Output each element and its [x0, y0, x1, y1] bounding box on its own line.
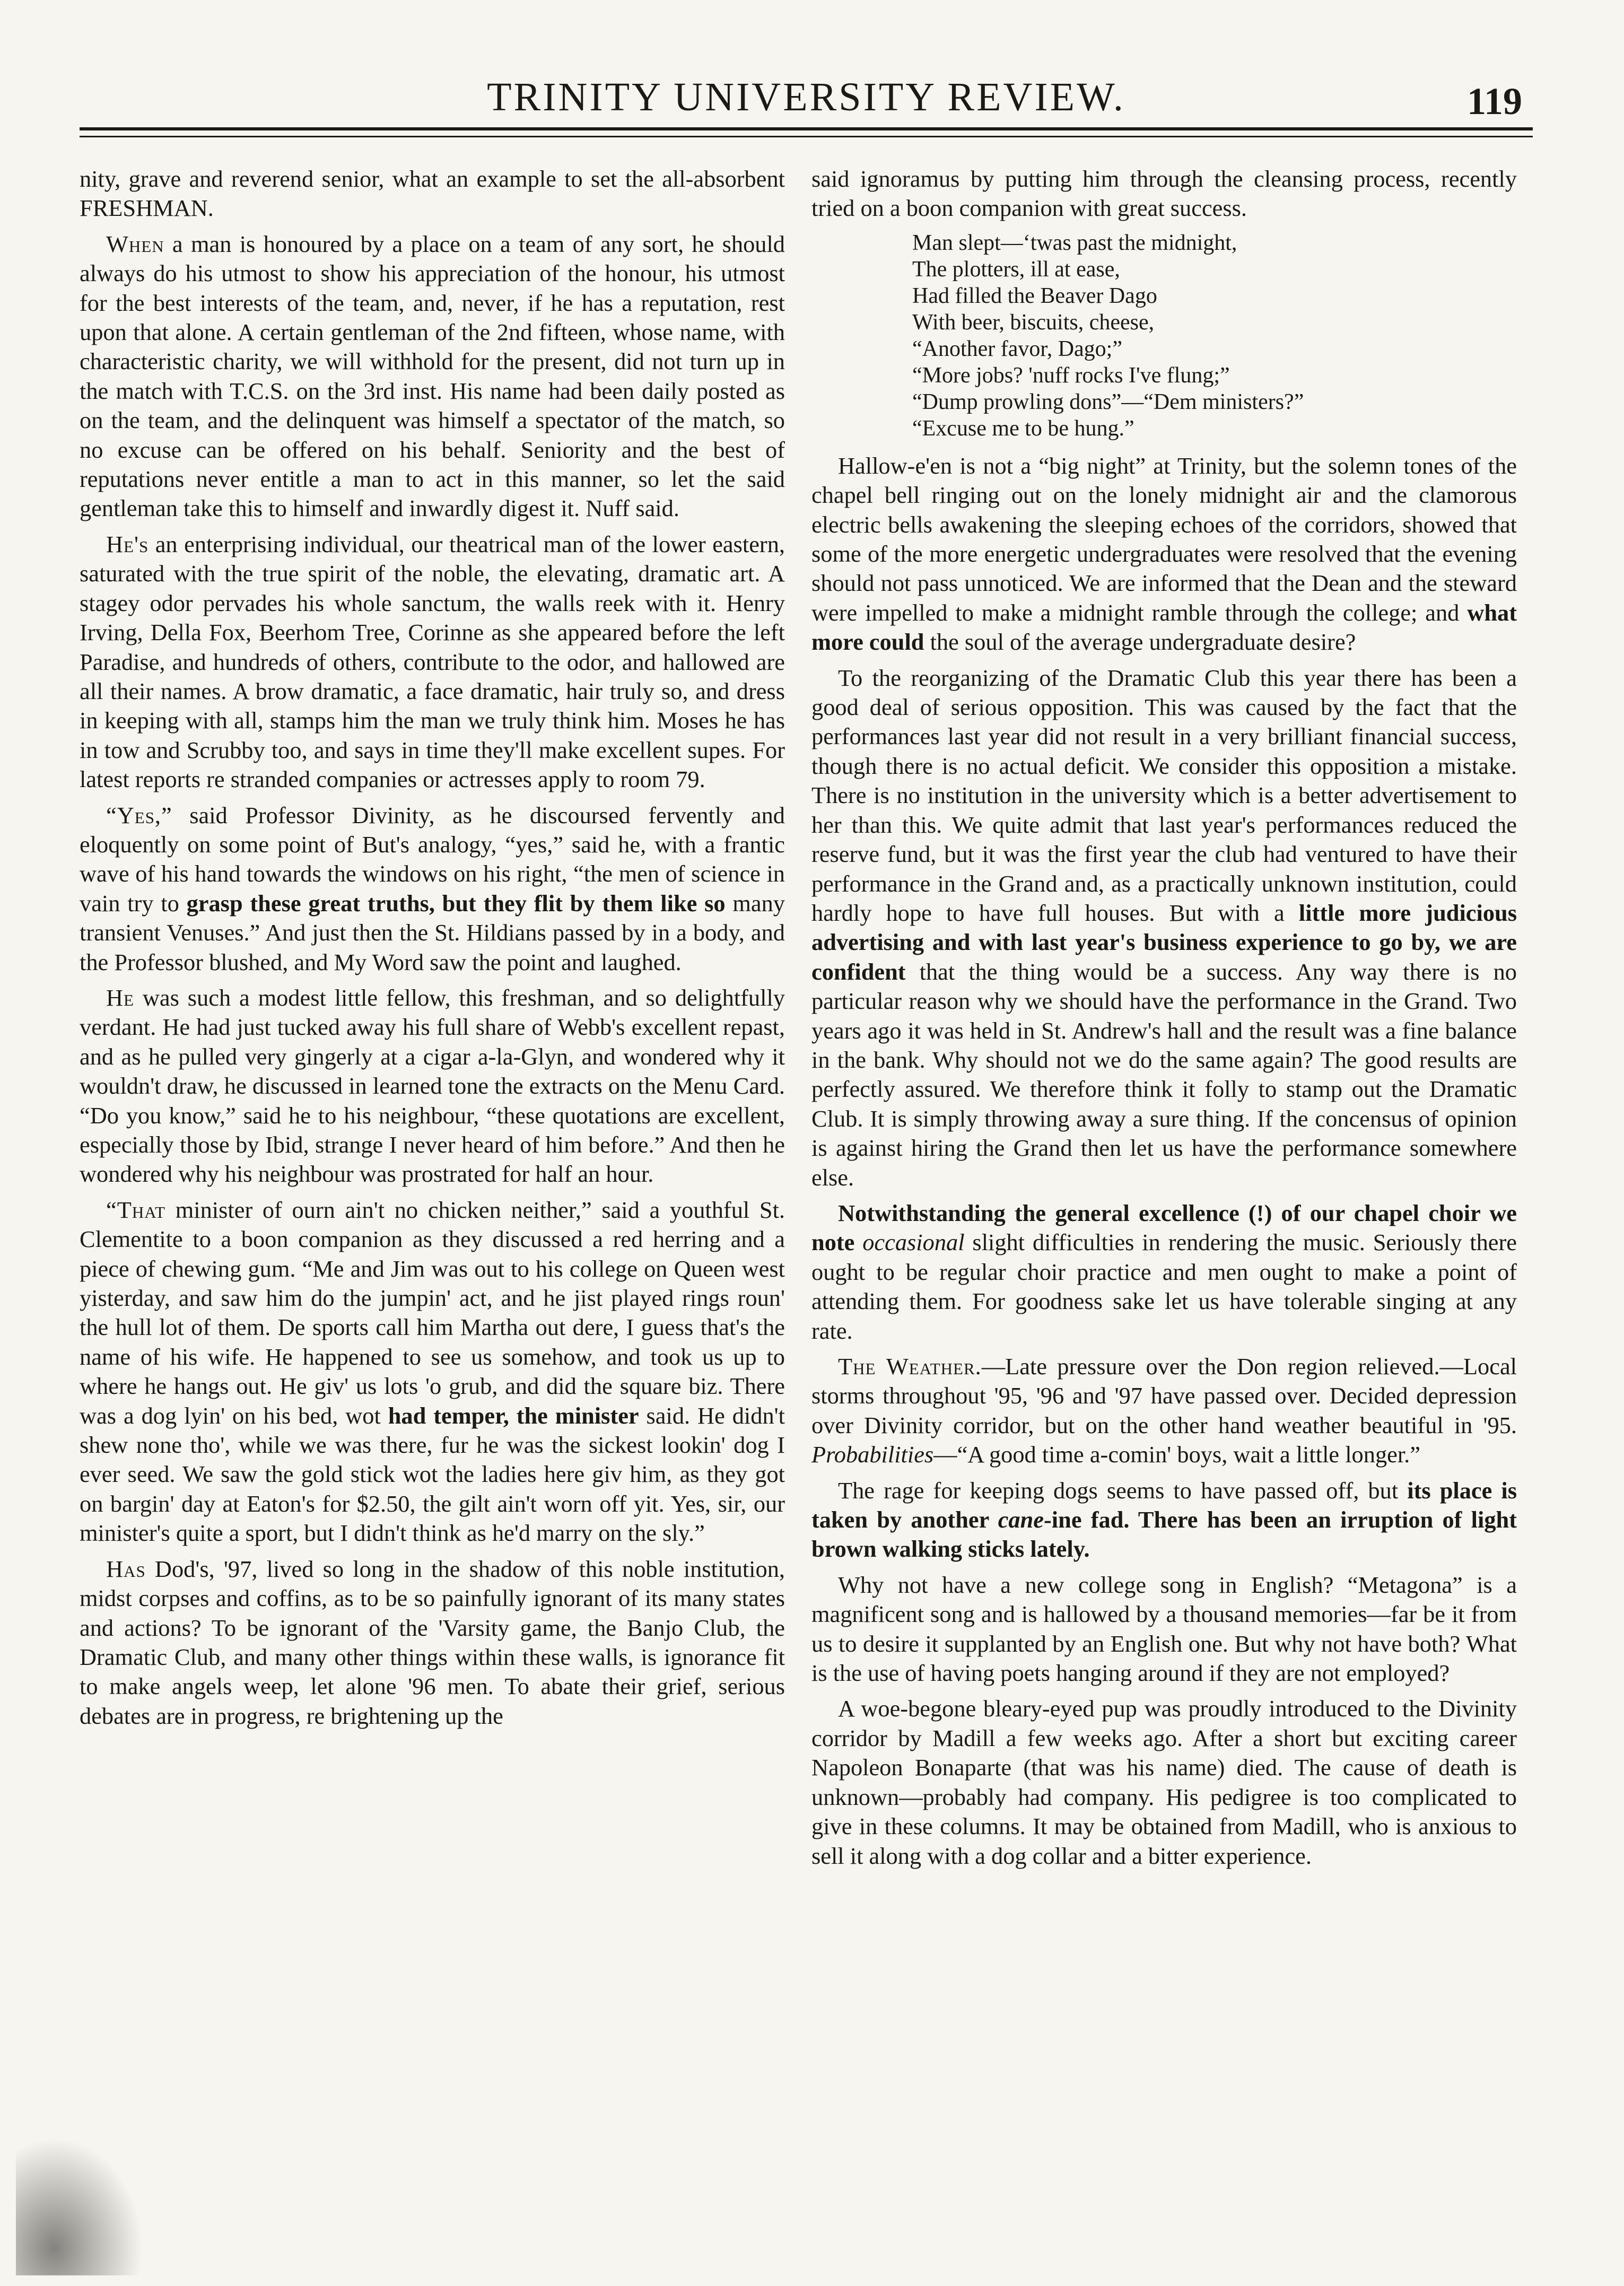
paragraph-lead: When	[106, 230, 164, 257]
paragraph-text: —“A good time a-comin' boys, wait a little longer.”	[933, 1441, 1420, 1468]
journal-title: TRINITY UNIVERSITY REVIEW.	[487, 75, 1125, 119]
paragraph-text-bold: its place is taken by another	[811, 1477, 1517, 1533]
paragraph-text-bold: what more could	[811, 599, 1517, 656]
paragraph	[80, 1196, 785, 1548]
paragraph-text: a man is honoured by a place on a team of any sort, he should always do his utmost to show his appreciation of the honour, his utmost for the best interests of the team, and, never, if he has a reputation, rest upon that alone. A certain gentleman of the 2nd fifteen, whose name, with characteristic charity, we will withhold for the present, did not turn up in the match with T.C.S. on the 3rd inst. His name had been daily posted as on the team, and the delinquent was himself a spectator of the match, so no excuse can be offered on his behalf. Seniority and the best of reputations never entitle a man to act in this manner, so let the said gentleman take this to himself and inwardly digest it. Nuff said.	[80, 230, 785, 522]
paragraph	[811, 451, 1517, 657]
paragraph-text: slight difficulties in rendering the music. Seriously there ought to be regular choir practice and men ought to make a point of attending them. For goodness sake let us have tolerable singing at any rate.	[811, 1229, 1517, 1344]
paragraph	[80, 1555, 785, 1731]
paragraph-text-bold: -ine fad. There has been an irruption of light brown walking sticks lately.	[811, 1506, 1517, 1563]
paragraph-text: the soul of the average undergraduate desire?	[924, 629, 1356, 656]
paragraph	[80, 164, 785, 223]
paragraph-lead: He	[106, 984, 134, 1011]
poem-line: “More jobs? 'nuff rocks I've flung;”	[912, 363, 1230, 388]
poem-line: “Dump prowling dons”—“Dem ministers?”	[912, 389, 1304, 414]
paragraph	[811, 1476, 1517, 1564]
paragraph-text-italic: cane	[998, 1506, 1044, 1533]
paragraph-text-bold: Notwithstanding the general excellence (!) of our chapel choir we note	[811, 1199, 1517, 1256]
paragraph	[811, 1570, 1517, 1688]
poem-line: Man slept—‘twas past the midnight,	[912, 230, 1237, 255]
header-rule-thick	[80, 127, 1533, 130]
paragraph	[811, 164, 1517, 223]
poem-line: Had filled the Beaver Dago	[912, 283, 1157, 308]
paragraph	[80, 983, 785, 1189]
paragraph-text: was such a modest little fellow, this freshman, and so delightfully verdant. He had just tucked away his full share of Webb's excellent repast, and as he pulled very gingerly at a cigar a-la-Glyn, and wondered why it wouldn't draw, he discussed in learned tone the extracts on the Menu Card. “Do you know,” said he to his neighbour, “these quotations are excellent, especially those by Ibid, strange I never heard of him before.” And then he wondered why his neighbour was prostrated for half an hour.	[80, 984, 785, 1188]
paragraph-text-bold: grasp these great truths, but they flit by them like so	[186, 889, 726, 917]
poem-line: With beer, biscuits, cheese,	[912, 310, 1155, 335]
poem-line: “Excuse me to be hung.”	[912, 416, 1134, 441]
right-column	[811, 164, 1517, 2206]
left-column	[80, 164, 785, 2206]
header-rule-thin	[80, 136, 1533, 137]
page-number: 119	[1466, 80, 1522, 123]
paragraph-text: Why not have a new college song in English? “Metagona” is a magnificent song and is hallowed by a thousand memories—far be it from us to desire it supplanted by an English one. But why not have both? What is the use of having poets hanging around if they are not employed?	[811, 1571, 1517, 1687]
paragraph-text: many transient Venuses.” And just then the St. Hildians passed by in a body, and the Professor blushed, and My Word saw the point and laughed.	[80, 889, 785, 975]
paragraph	[80, 801, 785, 977]
paragraph	[80, 530, 785, 795]
paragraph-text: Dod's, '97, lived so long in the shadow of this noble institution, midst corpses and coffins, as to be so painfully ignorant of its many states and actions? To be ignorant of the 'Varsity game, the Banjo Club, the Dramatic Club, and many other things within these walls, is ignorance fit to make angels weep, let alone '96 men. To abate their grief, serious debates are in progress, re brightening up the	[80, 1555, 785, 1729]
paragraph-text: The rage for keeping dogs seems to have passed off, but	[838, 1477, 1408, 1504]
paragraph-text-bold: had temper, the minister	[388, 1402, 639, 1429]
page-header	[80, 69, 1533, 127]
paragraph-lead: “That	[106, 1196, 166, 1223]
paragraph	[811, 664, 1517, 1192]
paragraph-lead: Has	[106, 1555, 146, 1582]
paragraph	[811, 1694, 1517, 1870]
paragraph-text: minister of ourn ain't no chicken neither,” said a youthful St. Clementite to a boon companion as they discussed a red herring and a piece of chewing gum. “Me and Jim was out to his college on Queen west yisterday, and saw him do the jumpin' act, and he jist played rings roun' the hull lot of them. De sports call him Martha out dere, I guess that's the name of his wife. He happened to see us somehow, and took us up to where he hangs out. He giv' us lots 'o grub, and did the square biz. There was a dog lyin' on his bed, wot	[80, 1196, 785, 1429]
paragraph	[811, 1199, 1517, 1346]
paragraph-text: said ignoramus by putting him through the cleansing process, recently tried on a boon companion with great success.	[811, 165, 1517, 222]
paragraph-lead: “Yes,	[106, 801, 162, 828]
paragraph-text: that the thing would be a success. Any way there is no particular reason why we should have the performance in the Grand. Two years ago it was held in St. Andrew's hall and the result was a fine balance in the bank. Why should not we do the same again? The good results are perfectly assured. We therefore think it folly to stamp out the Dramatic Club. It is simply throwing away a sure thing. If the concensus of opinion is against hiring the Grand then let us have the performance somewhere else.	[811, 958, 1517, 1191]
paragraph	[811, 1352, 1517, 1470]
poem-line: “Another favor, Dago;”	[912, 336, 1122, 361]
paragraph-text: A woe-begone bleary-eyed pup was proudly introduced to the Divinity corridor by Madill a few weeks ago. After a short but exciting career Napoleon Bonaparte (that was his name) died. The cause of death is unknown—probably had company. His pedigree is too complicated to give in these columns. It may be obtained from Madill, who is anxious to sell it along with a dog collar and a bitter experience.	[811, 1695, 1517, 1869]
paragraph-lead: The Weather.	[838, 1353, 982, 1380]
paragraph-text: —Late pressure over the Don region relieved.—Local storms throughout '95, '96 and '97 have passed over. Decided depression over Divinity corridor, but on the other hand weather beautiful in '95.	[811, 1353, 1517, 1438]
paragraph	[80, 230, 785, 523]
paragraph-text-italic: Probabilities	[811, 1441, 934, 1468]
paragraph-text: an enterprising individual, our theatrical man of the lower eastern, saturated with the true spirit of the noble, the elevating, dramatic art. A stagey odor pervades his whole sanctum, the walls reek with it. Henry Irving, Della Fox, Beerhom Tree, Corinne as she appeared before the left Paradise, and hundreds of others, contribute to the odor, and hallowed are all their names. A brow dramatic, a face dramatic, hair truly so, and dress in keeping with all, stamps him the man we truly think him. Moses he has in tow and Scrubby too, and says in time they'll make excellent supes. For latest reports re stranded companies or actresses apply to room 79.	[80, 530, 785, 793]
ink-smudge	[16, 2137, 143, 2275]
paragraph-text: nity, grave and reverend senior, what an example to set the all-absorbent FRESHMAN.	[80, 165, 785, 222]
poem	[912, 230, 1517, 442]
paragraph-text: ” said Professor Divinity, as he discoursed fervently and eloquently on some point of But's analogy, “yes,” said he, with a frantic wave of his hand towards the windows on his right, “the men of science in vain try to	[80, 801, 785, 917]
poem-line: The plotters, ill at ease,	[912, 257, 1120, 282]
paragraph-lead: He's	[106, 530, 149, 557]
paragraph-text-bold: little more judicious advertising and with last year's business experience to go by, we are confident	[811, 899, 1517, 985]
paragraph-text: Hallow-e'en is not a “big night” at Trinity, but the solemn tones of the chapel bell ringing out on the lonely midnight air and the clamorous electric bells awakening the sleeping echoes of the corridors, showed that some of the more energetic undergraduates were resolved that the evening should not pass unnoticed. We are informed that the Dean and the steward were impelled to make a midnight ramble through the college; and	[811, 452, 1517, 626]
paragraph-text: To the reorganizing of the Dramatic Club this year there has been a good deal of serious opposition. This was caused by the fact that the performances last year did not result in a very brilliant financial success, though there is no actual deficit. We consider this opposition a mistake. There is no institution in the university which is a better advertisement to her than this. We quite admit that last year's performances reduced the reserve fund, but it was the first year the club had ventured to have their performance in the Grand and, as a practically unknown institution, could hardly hope to have full houses. But with a	[811, 664, 1517, 926]
paragraph-text: said. He didn't shew none tho', while we was there, fur he was the sickest lookin' dog I ever seed. We saw the gold stick wot the ladies here giv him, as they got on bargin' day at Eaton's for $2.50, the gilt ain't worn off yit. Yes, sir, our minister's quite a sport, but I didn't think as he'd marry on the sly.”	[80, 1402, 785, 1547]
paragraph-text-italic: occasional	[862, 1229, 965, 1256]
